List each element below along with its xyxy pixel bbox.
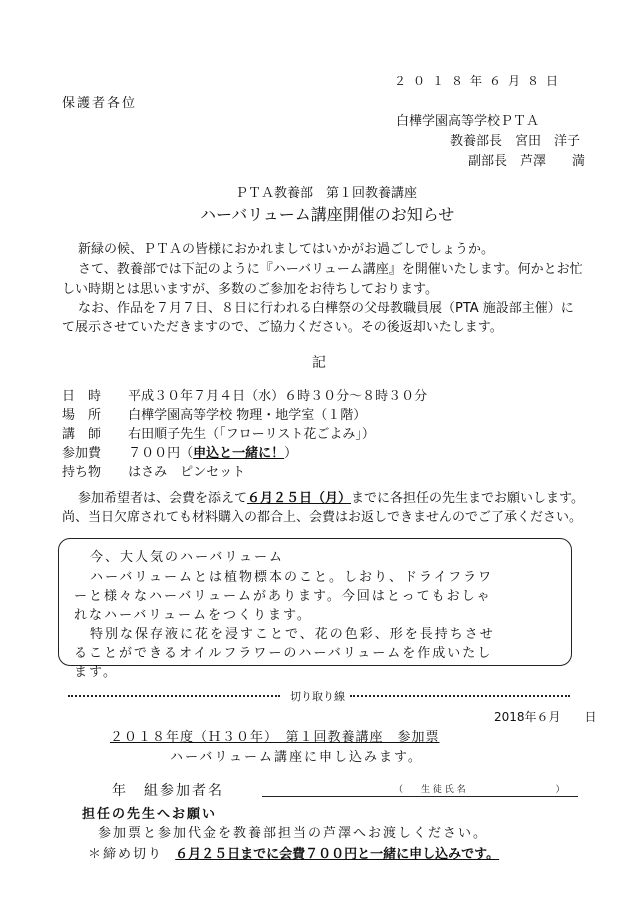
teacher-label: 講 師 xyxy=(62,427,102,442)
date-value: 平成３０年７月４日（水）６時３０分～８時３０分 xyxy=(128,389,428,404)
cut-line-right xyxy=(350,695,570,697)
fee-label: 参加費 xyxy=(62,446,102,461)
fee-close: ） xyxy=(284,446,298,461)
body-paragraph-3b: て展示させていただきますので、ご協力ください。その後返却いたします。 xyxy=(62,320,503,335)
form-subtitle: ハーバリューム講座に申し込みます。 xyxy=(170,750,423,765)
teacher-request: 参加票と参加代金を教養部担当の芦澤へお渡しください。 xyxy=(98,826,489,841)
body-paragraph-1: 新緑の候、ＰＴＡの皆様におかれましてはいかがお過ごしでしょうか。 xyxy=(78,242,495,257)
recipient: 保護者各位 xyxy=(62,96,138,111)
subtitle: ＰＴＡ教養部 第１回教養講座 xyxy=(235,186,418,201)
body-paragraph-2b: しい時期とは思いますが、多数のご参加をお待ちしております。 xyxy=(62,282,438,297)
cut-line-label: 切り取り線 xyxy=(290,690,345,703)
place-value: 白樺学園高等学校 物理・地学室（１階） xyxy=(128,408,367,423)
document-date: ２０１８年６月８日 xyxy=(394,74,566,88)
info-box-line: れなハーバリュームをつくります。 xyxy=(74,608,312,623)
info-box-line: ハーバリュームとは植物標本のこと。しおり、ドライフラワ xyxy=(90,570,494,585)
apply-deadline: ６月２５日（月） xyxy=(247,491,352,506)
fee-emphasis: 申込と一緒に！ xyxy=(193,446,285,461)
deadline-prefix: ＊締め切り xyxy=(88,847,164,862)
name-input-line[interactable] xyxy=(262,796,578,797)
date-label: 日 時 xyxy=(62,389,102,404)
form-date: 2018年６月 日 xyxy=(494,710,597,724)
detail-teacher xyxy=(62,423,375,442)
deadline-line xyxy=(88,843,499,862)
deadline-text: ６月２５日までに会費７００円と一緒に申し込みです。 xyxy=(175,847,500,862)
apply-line-2: 尚、当日欠席されても材料購入の都合上、会費はお返しできませんのでご了承ください。 xyxy=(62,510,583,525)
items-label: 持ち物 xyxy=(62,465,102,480)
place-label: 場 所 xyxy=(62,408,102,423)
info-box-line: ることができるオイルフラワーのハーバリュームを作成いたし xyxy=(74,646,493,661)
detail-items xyxy=(62,461,245,480)
detail-place xyxy=(62,404,366,423)
info-box-line: ます。 xyxy=(74,665,118,680)
info-box-line: 特別な保存液に花を浸すことで、花の色彩、形を長持ちさせ xyxy=(90,627,495,642)
form-title: ２０１８年度（Ｈ３０年） 第１回教養講座 参加票 xyxy=(110,730,440,745)
apply-line-1-pre: 参加希望者は、会費を添えて xyxy=(78,491,248,506)
info-box-title: 今、大人気のハーバリューム xyxy=(90,550,284,565)
sender-head: 教養部長 宮田 洋子 xyxy=(450,134,581,149)
apply-line-1 xyxy=(78,487,584,506)
sender-organization: 白樺学園高等学校ＰＴＡ xyxy=(396,114,540,129)
notice-mark: 記 xyxy=(312,355,326,371)
sender-vice: 副部長 芦澤 満 xyxy=(468,154,586,169)
body-paragraph-2a: さて、教養部では下記のように『ハーバリューム講座』を開催いたします。何かとお忙 xyxy=(78,262,583,277)
student-name-hint: （ 生 徒 氏 名 ） xyxy=(394,785,565,795)
apply-line-1-post: までに各担任の先生までお願いします。 xyxy=(351,491,584,506)
items-value: はさみ ピンセット xyxy=(128,465,246,480)
name-label: 年 組参加者名 xyxy=(112,783,224,799)
teacher-value: 右田順子先生（「フローリスト花ごよみ」） xyxy=(128,427,375,442)
detail-date xyxy=(62,385,427,404)
teacher-heading: 担任の先生へお願い xyxy=(82,807,218,822)
fee-value: ７００円（ xyxy=(128,446,194,461)
detail-fee xyxy=(62,442,297,461)
page-title: ハーバリューム講座開催のお知らせ xyxy=(200,205,455,224)
info-box-line: ーと様々なハーバリュームがあります。今回はとってもおしゃ xyxy=(74,589,492,604)
cut-line-left xyxy=(68,695,280,697)
body-paragraph-3a: なお、作品を７月７日、８日に行われる白樺祭の父母教職員展（PTA 施設部主催）に xyxy=(78,301,574,316)
